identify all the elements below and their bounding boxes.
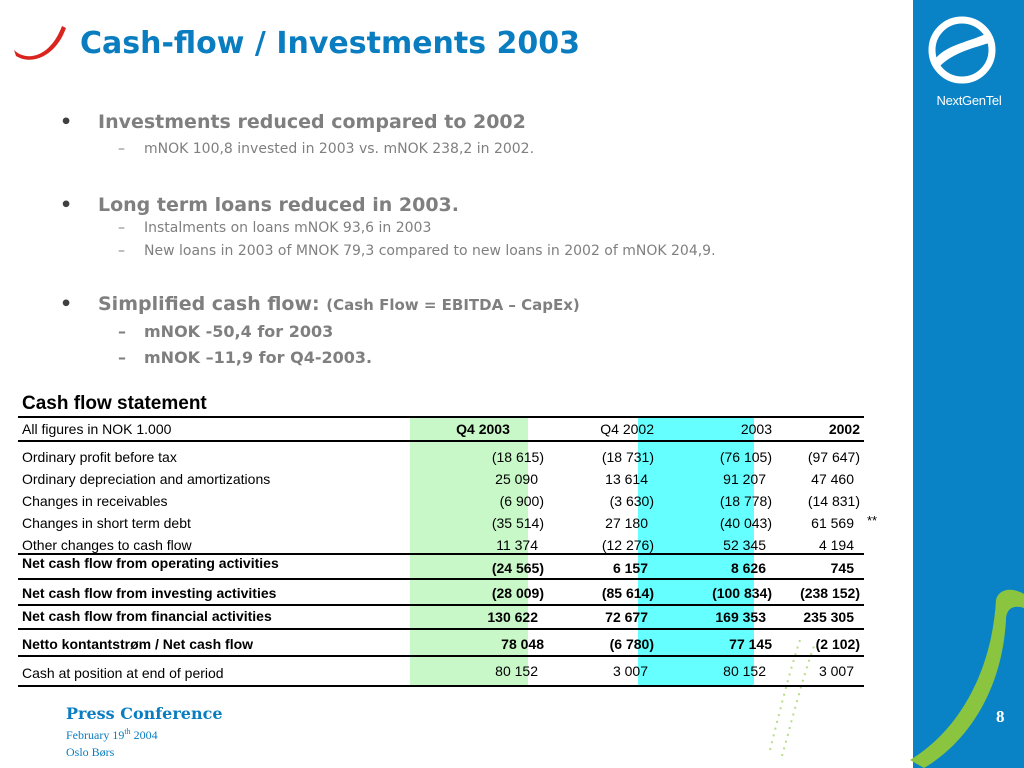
cell-q4-2003: 78 048 [501, 636, 544, 652]
page-title: Cash-flow / Investments 2003 [80, 26, 581, 61]
cell-q4-2002: (6 780) [609, 636, 654, 652]
cell-2002: 47 460 [811, 471, 854, 487]
cell-2003: 80 152 [723, 663, 766, 679]
row-label: Netto kontantstrøm / Net cash flow [22, 636, 254, 652]
cell-2002: (238 152) [800, 585, 860, 601]
dash-glyph: – [118, 141, 125, 157]
sub-bullet-text: New loans in 2003 of MNOK 79,3 compared to new loans in 2002 of mNOK 204,9. [144, 243, 716, 259]
cell-q4-2003: 25 090 [495, 471, 538, 487]
sub-bullet [118, 243, 716, 259]
sub-bullet [118, 348, 372, 367]
cell-q4-2003: (35 514) [491, 515, 544, 531]
bullet-title: Long term loans reduced in 2003. [98, 194, 459, 216]
bullet-title: Investments reduced compared to 2002 [98, 111, 526, 133]
footnote-marker: ** [867, 513, 878, 528]
footer-date-prefix: February 19 [66, 728, 125, 742]
cell-2002: (14 831) [807, 493, 860, 509]
table-header-row [22, 421, 864, 441]
cell-2003: (76 105) [719, 449, 772, 465]
table-row-subtotal [22, 609, 864, 629]
bullet-loans [60, 194, 459, 216]
cell-2003: 91 207 [723, 471, 766, 487]
table-rule [18, 578, 864, 580]
row-label: Other changes to cash flow [22, 537, 192, 553]
sub-bullet-text: Instalments on loans mNOK 93,6 in 2003 [144, 220, 432, 236]
row-label: Cash at position at end of period [22, 665, 224, 681]
cell-q4-2003: 80 152 [495, 663, 538, 679]
cell-q4-2002: 13 614 [605, 471, 648, 487]
cell-q4-2003: (6 900) [499, 493, 544, 509]
cell-2002: (97 647) [807, 449, 860, 465]
header-q4-2003: Q4 2003 [456, 421, 510, 437]
cell-q4-2003: (18 615) [491, 449, 544, 465]
cell-2002: 3 007 [818, 663, 854, 679]
row-label: Net cash flow from investing activities [22, 585, 277, 601]
cell-q4-2002: 3 007 [612, 663, 648, 679]
cell-2003: 77 145 [729, 636, 772, 652]
sub-bullet-text: mNOK –11,9 for Q4-2003. [144, 348, 373, 367]
table-row-subtotal [22, 585, 864, 605]
cell-q4-2003: 11 374 [496, 537, 538, 553]
table-row [22, 537, 864, 557]
dash-glyph: – [118, 348, 126, 367]
header-2002: 2002 [828, 421, 860, 437]
footer-date-sup: th [124, 727, 131, 736]
sub-bullet [118, 322, 333, 341]
row-label: Changes in short term debt [22, 515, 191, 531]
dash-glyph: – [118, 220, 125, 236]
table-rule [18, 685, 864, 687]
header-2003: 2003 [740, 421, 772, 437]
table-row [22, 493, 864, 513]
table-row [22, 665, 864, 685]
cell-2003: 52 345 [723, 537, 766, 553]
table-heading: Cash flow statement [22, 393, 207, 414]
cell-q4-2002: (3 630) [609, 493, 654, 509]
footer-date-suffix: 2004 [130, 728, 158, 742]
bullet-investments [60, 111, 526, 133]
table-row-subtotal [22, 557, 864, 577]
table-row [22, 449, 864, 469]
bullet-glyph: • [60, 194, 73, 216]
bullet-simplified-cash-flow [60, 293, 580, 315]
header-q4-2002: Q4 2002 [600, 421, 654, 437]
cell-q4-2003: (24 565) [491, 560, 544, 576]
dash-glyph: – [118, 322, 126, 341]
bullet-title: Simplified cash flow: [98, 293, 320, 315]
footer-place: Oslo Børs [66, 745, 115, 759]
cell-2003: (18 778) [719, 493, 772, 509]
table-row [22, 471, 864, 491]
table-row [22, 513, 878, 535]
bullet-glyph: • [60, 111, 73, 133]
sub-bullet-text: mNOK -50,4 for 2003 [144, 322, 334, 341]
footer-date [66, 727, 158, 743]
cell-q4-2002: 27 180 [605, 515, 648, 531]
cell-2003: 8 626 [730, 560, 766, 576]
header-label: All figures in NOK 1.000 [22, 421, 172, 437]
cell-2003: (100 834) [712, 585, 772, 601]
table-rule [18, 416, 864, 418]
bullet-glyph: • [60, 293, 73, 315]
cell-q4-2002: (18 731) [601, 449, 654, 465]
cell-q4-2003: (28 009) [491, 585, 544, 601]
dash-glyph: – [118, 243, 125, 259]
cell-2002: 4 194 [818, 537, 854, 553]
nextgentel-logo-icon [926, 14, 998, 86]
table-row-total [22, 636, 864, 656]
cell-2002: 61 569 [811, 515, 854, 531]
corner-swoosh-icon [10, 22, 68, 62]
cell-q4-2002: (12 276) [601, 537, 654, 553]
bullet-title-note: (Cash Flow = EBITDA – CapEx) [326, 296, 580, 314]
sub-bullet-text: mNOK 100,8 invested in 2003 vs. mNOK 238,2 in 2002. [144, 141, 535, 157]
cell-2003: (40 043) [719, 515, 772, 531]
footer-title: Press Conference [66, 704, 223, 723]
cell-q4-2002: 6 157 [612, 560, 648, 576]
row-label: Changes in receivables [22, 493, 168, 509]
sub-bullet [118, 141, 534, 157]
cell-2002: 745 [830, 560, 854, 576]
row-label: Net cash flow from operating activities [22, 555, 279, 571]
cell-2002: (2 102) [815, 636, 860, 652]
sub-bullet [118, 220, 431, 236]
cell-2002: 235 305 [803, 609, 854, 625]
row-label: Ordinary profit before tax [22, 449, 177, 465]
cell-q4-2002: (85 614) [601, 585, 654, 601]
row-label: Ordinary depreciation and amortizations [22, 471, 271, 487]
page-number: 8 [996, 707, 1005, 726]
row-label: Net cash flow from financial activities [22, 608, 272, 624]
cell-q4-2002: 72 677 [605, 609, 648, 625]
logo-text: NextGenTel [936, 93, 1002, 108]
cell-2003: 169 353 [715, 609, 766, 625]
cell-q4-2003: 130 622 [487, 609, 538, 625]
